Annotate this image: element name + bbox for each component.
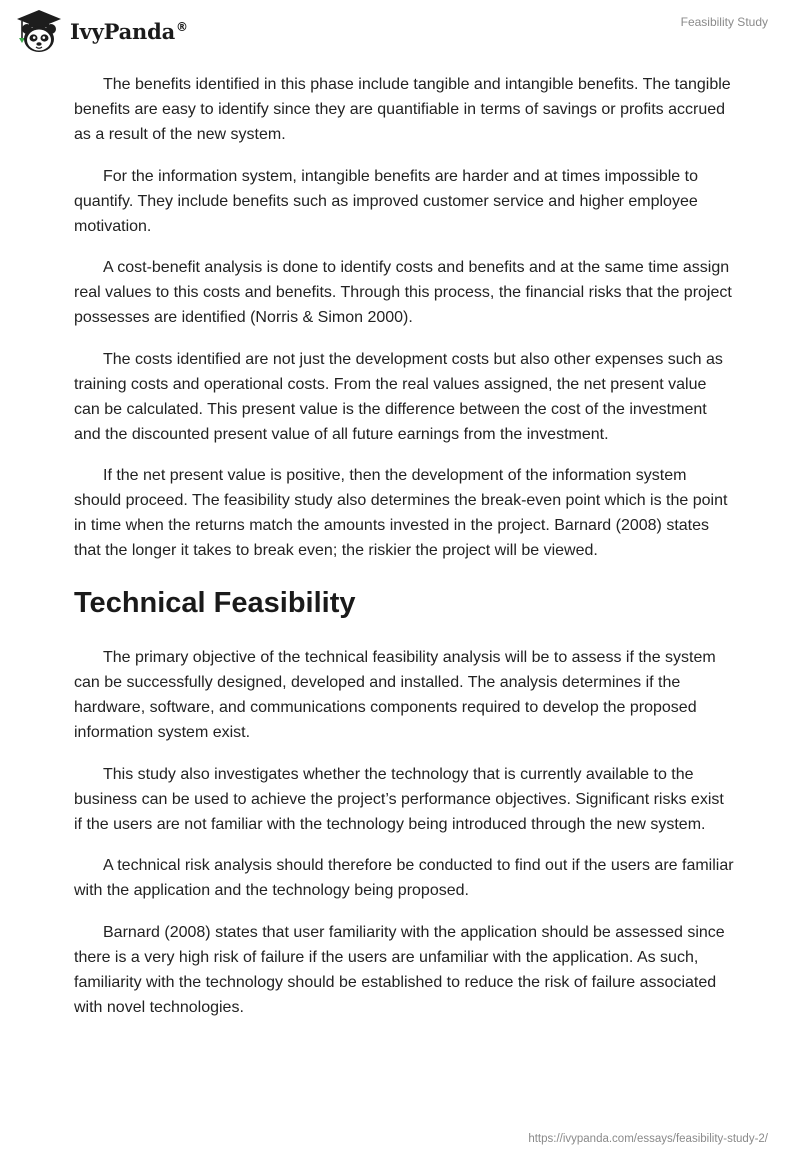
page-header [0,0,800,70]
article-body [74,72,734,1036]
source-url-link[interactable]: https://ivypanda.com/essays/feasibility-study-2/ [528,1133,768,1145]
paragraph: The benefits identified in this phase include tangible and intangible benefits. The tangible benefits are easy to identify since they are quantifiable in terms of savings or profits accrued as a result of the new system. [74,76,731,143]
paragraph: Barnard (2008) states that user familiarity with the application should be assessed since there is a very high risk of failure if the users are unfamiliar with the application. As such, familiarity with the technology should be established to reduce the risk of failure associated with novel technologies. [74,923,725,1016]
paragraph: For the information system, intangible benefits are harder and at times impossible to quantify. They include benefits such as improved customer service and higher employee motivation. [74,167,698,235]
section-heading: Technical Feasibility [74,587,356,619]
paragraph: This study also investigates whether the technology that is currently available to the business can be used to achieve the project’s performance objectives. Significant risks exist if the users are not familiar with the technology being introduced through the new system. [74,765,724,833]
paragraph: A cost-benefit analysis is done to identify costs and benefits and at the same time assign real values to this costs and benefits. Through this process, the financial risks that the project possesses are identified (Norris & Simon 2000). [74,259,732,326]
paragraph: The costs identified are not just the development costs but also other expenses such as training costs and operational costs. From the real values assigned, the net present value can be calculated. This present value is the difference between the cost of the investment and the discounted present value of all future earnings from the investment. [74,350,723,443]
document-title: Feasibility Study [680,15,768,29]
brand-name: IvyPanda® [70,18,188,44]
ivypanda-logo[interactable] [14,8,188,54]
paragraph: The primary objective of the technical feasibility analysis will be to assess if the system can be successfully designed, developed and installed. The analysis determines if the hardware, software, and communications components required to develop the proposed information system exist. [74,649,716,741]
paragraph: A technical risk analysis should therefore be conducted to find out if the users are familiar with the application and the technology being proposed. [74,857,734,899]
paragraph: If the net present value is positive, then the development of the information system should proceed. The feasibility study also determines the break-even point which is the point in time when the returns match the amounts invested in the project. Barnard (2008) states that the longer it takes to break even; the riskier the project will be viewed. [74,467,728,559]
registered-mark: ® [176,19,188,34]
panda-graduate-icon [14,8,64,54]
